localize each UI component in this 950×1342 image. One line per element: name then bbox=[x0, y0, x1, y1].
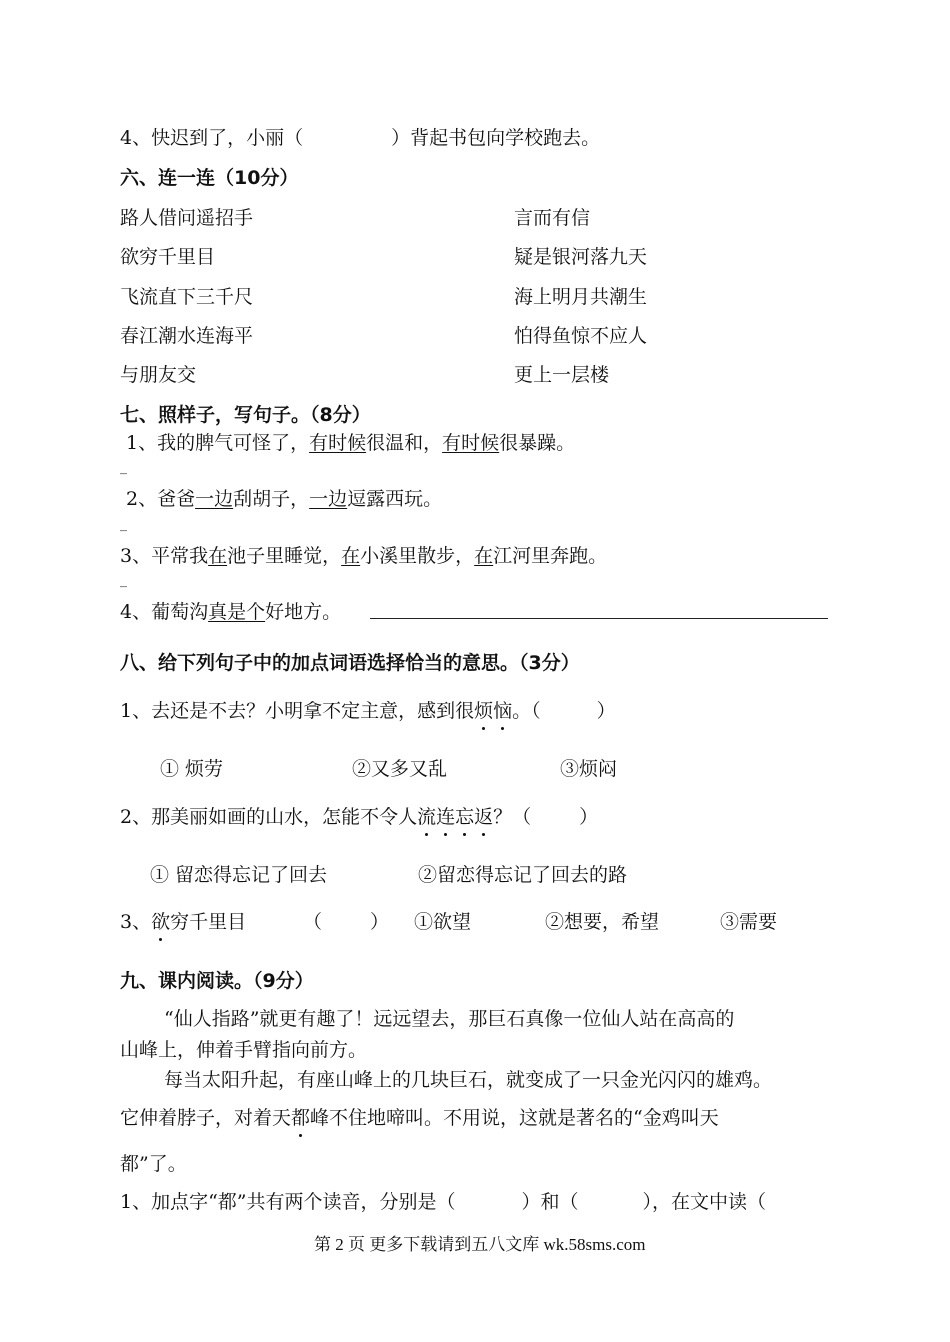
match-item: 路人借问遥招手 bbox=[120, 207, 254, 229]
option: ③需要 bbox=[720, 911, 778, 933]
match-item: 更上一层楼 bbox=[514, 364, 610, 386]
section-6-title: 六、连一连（10分） bbox=[120, 167, 299, 189]
reading-paragraph-1-cont: 山峰上，伸着手臂指向前方。 bbox=[120, 1039, 368, 1061]
option: ②留恋得忘记了回去的路 bbox=[418, 864, 628, 886]
match-item: 怕得鱼惊不应人 bbox=[514, 325, 648, 347]
answer-mark: _ bbox=[120, 516, 127, 532]
section-8-title: 八、给下列句子中的加点词语选择恰当的意思。（3分） bbox=[120, 652, 580, 674]
reading-paragraph-2: 每当太阳升起，有座山峰上的几块巨石，就变成了一只金光闪闪的雄鸡。 bbox=[164, 1069, 773, 1091]
option: ②想要，希望 bbox=[545, 911, 660, 933]
match-item: 与朋友交 bbox=[120, 364, 197, 386]
s9-question-1: 1、加点字“都”共有两个读音，分别是（ ）和（ ），在文中读（ bbox=[120, 1191, 767, 1213]
s7-question-3: 3、平常我在池子里睡觉，在小溪里散步，在江河里奔跑。 bbox=[120, 545, 608, 567]
s8-question-1: 1、去还是不去？小明拿不定主意，感到很烦恼。（ ） bbox=[120, 696, 616, 723]
option: ① 留恋得忘记了回去 bbox=[150, 864, 328, 886]
section-9-title: 九、课内阅读。（9分） bbox=[120, 970, 314, 992]
section-7-title: 七、照样子，写句子。（8分） bbox=[120, 404, 371, 426]
reading-paragraph-2-end: 都”了。 bbox=[120, 1153, 187, 1175]
s7-question-2: 2、爸爸一边刮胡子，一边逗露西玩。 bbox=[126, 488, 443, 510]
s7-question-1: 1、我的脾气可怪了，有时候很温和，有时候很暴躁。 bbox=[126, 432, 576, 454]
s8-question-3: 3、欲穷千里目 bbox=[120, 907, 246, 934]
s8-question-2: 2、那美丽如画的山水，怎能不令人流连忘返？（ ） bbox=[120, 802, 598, 829]
match-item: 疑是银河落九天 bbox=[514, 246, 648, 268]
page-footer: 第 2 页 更多下载请到五八文库 wk.58sms.com bbox=[314, 1235, 646, 1254]
answer-mark: _ bbox=[120, 572, 127, 588]
match-item: 言而有信 bbox=[514, 207, 591, 229]
match-item: 欲穷千里目 bbox=[120, 246, 216, 268]
answer-line bbox=[370, 618, 828, 619]
match-item: 春江潮水连海平 bbox=[120, 325, 254, 347]
option: ③烦闷 bbox=[560, 758, 618, 780]
reading-paragraph-1: “仙人指路”就更有趣了！远远望去，那巨石真像一位仙人站在高高的 bbox=[164, 1008, 735, 1030]
option: ②又多又乱 bbox=[352, 758, 448, 780]
bracket-open: （ bbox=[303, 911, 323, 933]
fill-question-4: 4、快迟到了，小丽（ ）背起书包向学校跑去。 bbox=[120, 127, 601, 149]
answer-mark: _ bbox=[120, 459, 127, 475]
match-item: 飞流直下三千尺 bbox=[120, 286, 254, 308]
reading-paragraph-2-cont: 它伸着脖子，对着天都峰不住地啼叫。不用说，这就是著名的“金鸡叫天 bbox=[120, 1103, 719, 1130]
s7-question-4: 4、葡萄沟真是个好地方。 bbox=[120, 601, 342, 623]
option: ①欲望 bbox=[414, 911, 472, 933]
match-item: 海上明月共潮生 bbox=[514, 286, 648, 308]
option: ① 烦劳 bbox=[160, 758, 224, 780]
bracket-close: ） bbox=[370, 911, 390, 933]
